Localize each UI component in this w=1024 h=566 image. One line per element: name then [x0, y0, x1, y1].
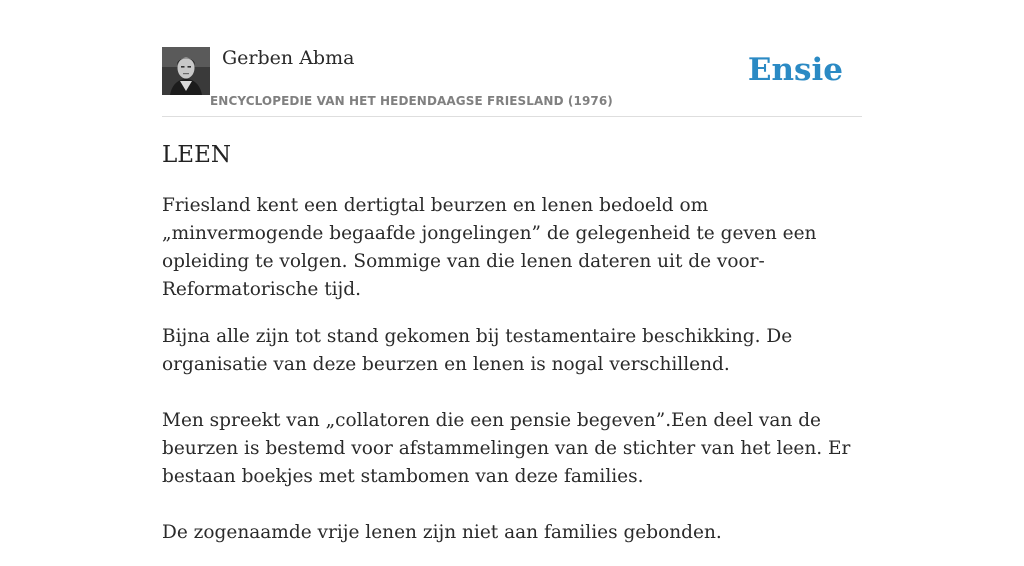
article-paragraph: Friesland kent een dertigtal beurzen en lenen bedoeld om „minvermogende begaafde jongelingen” de gelegenheid te geven een opleiding te volgen. Sommige van die lenen dateren uit de voor-Reformatorische tijd. — [162, 195, 817, 300]
author-portrait-icon — [162, 47, 210, 95]
article-header — [162, 46, 862, 117]
source-title[interactable]: ENCYCLOPEDIE VAN HET HEDENDAAGSE FRIESLAND (1976) — [210, 94, 613, 108]
article-paragraph: Bijna alle zijn tot stand gekomen bij testamentaire beschikking. De organisatie van deze beurzen en lenen is nogal verschillend. Men spreekt van „collatoren die een pensie begeven”.Een deel van de beurzen is bestemd voor afstammelingen van de stichter van het leen. Er bestaan boekjes met stambomen van deze families. De zogenaamde vrije lenen zijn niet aan families gebonden. — [162, 326, 851, 543]
author-name[interactable]: Gerben Abma — [222, 47, 355, 69]
author-avatar[interactable] — [162, 47, 210, 95]
article-title: LEEN — [162, 142, 231, 168]
article-body — [162, 192, 862, 566]
brand-logo[interactable]: Ensie — [747, 52, 843, 88]
